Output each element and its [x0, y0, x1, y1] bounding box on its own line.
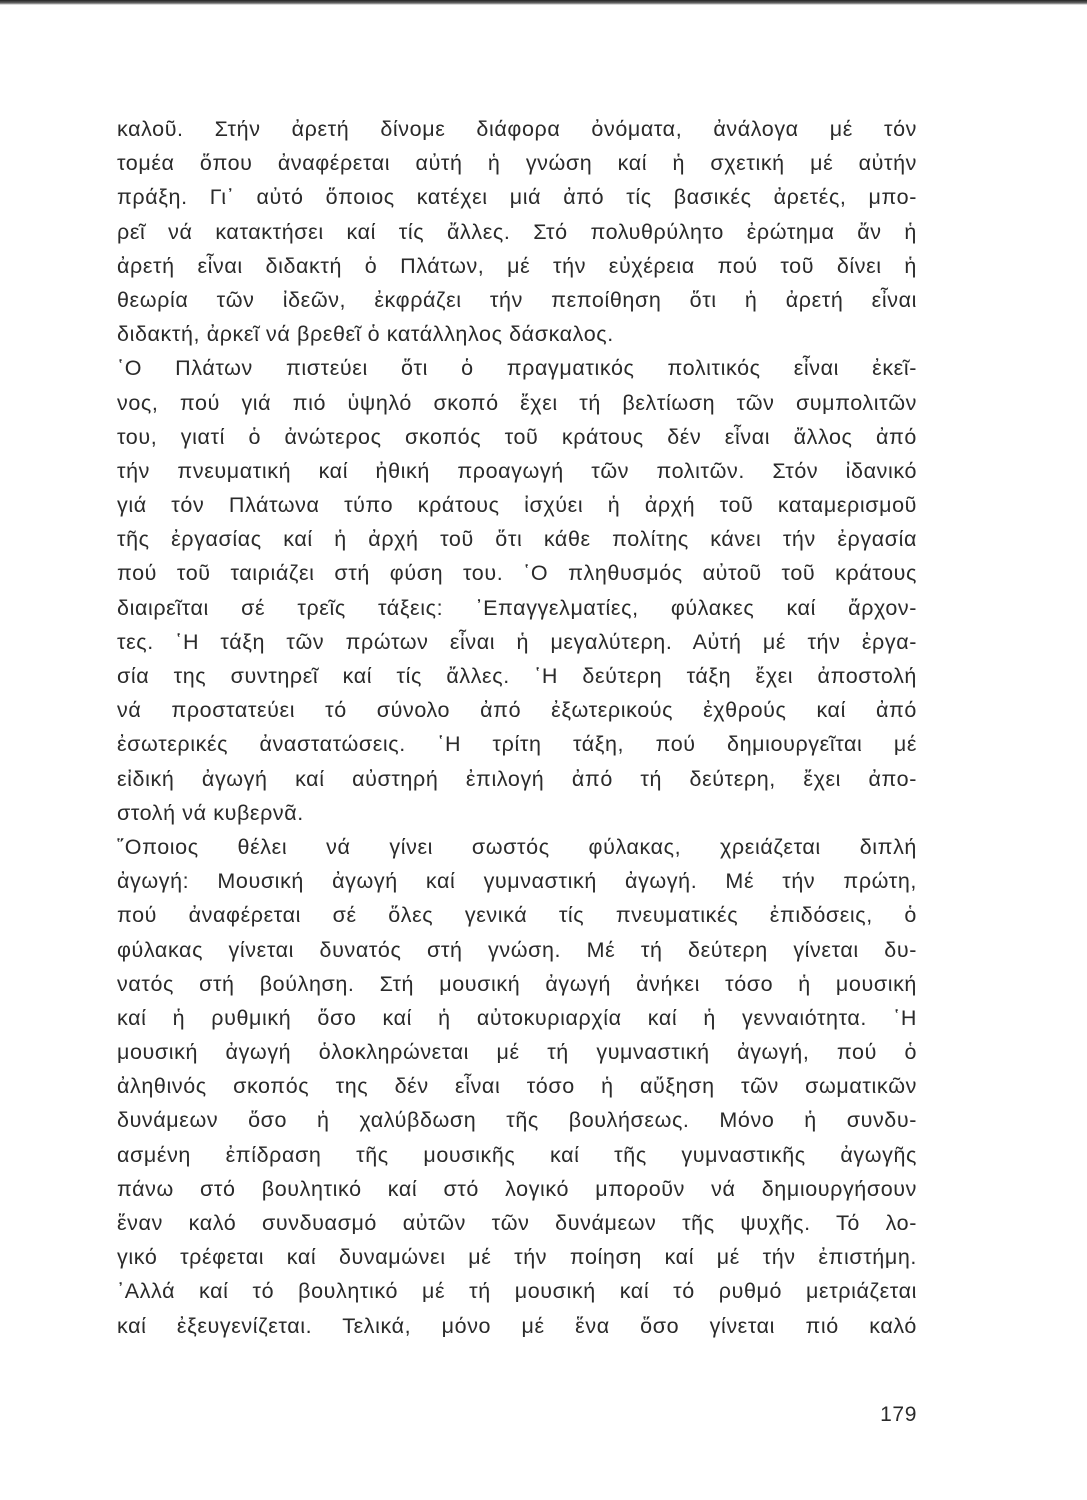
page-body-text — [117, 112, 917, 1343]
text-line: τήν πνευματική καί ἠθική προαγωγή τῶν πολιτῶν. Στόν ἰδανικό — [117, 458, 917, 483]
text-line: καλοῦ. Στήν ἀρετή δίνομε διάφορα ὀνόματα, ἀνάλογα μέ τόν — [117, 117, 917, 141]
text-line: ῾Ο Πλάτων πιστεύει ὅτι ὁ πραγματικός πολιτικός εἶναι ἐκεῖ- — [117, 356, 917, 381]
text-line: πού ἀναφέρεται σέ ὅλες γενικά τίς πνευματικές ἐπιδόσεις, ὁ — [117, 903, 917, 928]
text-line: ἀρετή εἶναι διδακτή ὁ Πλάτων, μέ τήν εὐχέρεια πού τοῦ δίνει ἡ — [117, 253, 917, 278]
text-line: πάνω στό βουλητικό καί στό λογικό μποροῦν νά δημιουργήσουν — [117, 1176, 917, 1201]
text-line: θεωρία τῶν ἰδεῶν, ἐκφράζει τήν πεποίθηση ὅτι ἡ ἀρετή εἶναι — [117, 287, 917, 312]
text-line: μουσική ἀγωγή ὁλοκληρώνεται μέ τή γυμναστική ἀγωγή, πού ὁ — [117, 1040, 917, 1065]
text-line: ασμένη ἐπίδραση τῆς μουσικῆς καί τῆς γυμναστικῆς ἀγωγῆς — [117, 1142, 917, 1167]
text-line: καί ἐξευγενίζεται. Τελικά, μόνο μέ ἕνα ὅσο γίνεται πιό καλό — [117, 1313, 917, 1338]
text-line: ἀγωγή: Μουσική ἀγωγή καί γυμναστική ἀγωγή. Μέ τήν πρώτη, — [117, 869, 917, 894]
text-line: τες. ῾Η τάξη τῶν πρώτων εἶναι ἡ μεγαλύτερη. Αὐτή μέ τήν ἐργα- — [117, 629, 917, 654]
text-line: ᾽Αλλά καί τό βουλητικό μέ τή μουσική καί τό ρυθμό μετριάζεται — [117, 1279, 917, 1304]
text-line: γικό τρέφεται καί δυναμώνει μέ τήν ποίηση καί μέ τήν ἐπιστήμη. — [117, 1245, 917, 1270]
text-line: πράξη. Γι᾽ αὐτό ὅποιος κατέχει μιά ἀπό τίς βασικές ἀρετές, μπο- — [117, 185, 917, 210]
text-line: ἕναν καλό συνδυασμό αὐτῶν τῶν δυνάμεων τῆς ψυχῆς. Τό λο- — [117, 1211, 917, 1235]
text-line: νά προστατεύει τό σύνολο ἀπό ἐξωτερικούς ἐχθρούς καί ἀπό — [117, 698, 917, 723]
text-line: γιά τόν Πλάτωνα τύπο κράτους ἰσχύει ἡ ἀρχή τοῦ καταμερισμοῦ — [117, 493, 917, 518]
text-line: του, γιατί ὁ ἀνώτερος σκοπός τοῦ κράτους δέν εἶναι ἄλλος ἀπό — [117, 424, 917, 449]
text-line: καί ἡ ρυθμική ὅσο καί ἡ αὐτοκυριαρχία καί ἡ γενναιότητα. ῾Η — [117, 1005, 917, 1030]
text-line: τομέα ὅπου ἀναφέρεται αὐτή ἡ γνώση καί ἡ σχετική μέ αὐτήν — [117, 151, 917, 176]
text-line: νος, πού γιά πιό ὑψηλό σκοπό ἔχει τή βελτίωση τῶν συμπολιτῶν — [117, 390, 917, 415]
page-number: 179 — [880, 1403, 917, 1426]
scan-top-edge — [0, 0, 1087, 5]
text-line: διδακτή, ἀρκεῖ νά βρεθεῖ ὁ κατάλληλος δάσκαλος. — [117, 322, 614, 347]
text-line: ἐσωτερικές ἀναστατώσεις. ῾Η τρίτη τάξη, πού δημιουργεῖται μέ — [117, 732, 917, 757]
text-line: δυνάμεων ὅσο ἡ χαλύβδωση τῆς βουλήσεως. Μόνο ἡ συνδυ- — [117, 1108, 917, 1133]
text-line: ἀληθινός σκοπός της δέν εἶναι τόσο ἡ αὔξηση τῶν σωματικῶν — [117, 1074, 917, 1099]
text-line: σία της συντηρεῖ καί τίς ἄλλες. ῾Η δεύτερη τάξη ἔχει ἀποστολή — [117, 664, 917, 688]
text-line: φύλακας γίνεται δυνατός στή γνώση. Μέ τή δεύτερη γίνεται δυ- — [117, 937, 917, 962]
text-line: ῞Οποιος θέλει νά γίνει σωστός φύλακας, χρειάζεται διπλή — [117, 834, 917, 859]
text-line: τῆς ἐργασίας καί ἡ ἀρχή τοῦ ὅτι κάθε πολίτης κάνει τήν ἐργασία — [117, 527, 917, 552]
text-line: εἰδική ἀγωγή καί αὐστηρή ἐπιλογή ἀπό τή δεύτερη, ἔχει ἀπο- — [117, 766, 917, 791]
text-line: ρεῖ νά κατακτήσει καί τίς ἄλλες. Στό πολυθρύλητο ἐρώτημα ἄν ἡ — [117, 219, 917, 244]
text-line: νατός στή βούληση. Στή μουσική ἀγωγή ἀνήκει τόσο ἡ μουσική — [117, 971, 917, 996]
text-line: πού τοῦ ταιριάζει στή φύση του. ῾Ο πληθυσμός αὐτοῦ τοῦ κράτους — [117, 561, 917, 586]
text-line: στολή νά κυβερνᾶ. — [117, 800, 304, 825]
text-line: διαιρεῖται σέ τρεῖς τάξεις: ᾽Επαγγελματίες, φύλακες καί ἄρχον- — [117, 595, 917, 620]
